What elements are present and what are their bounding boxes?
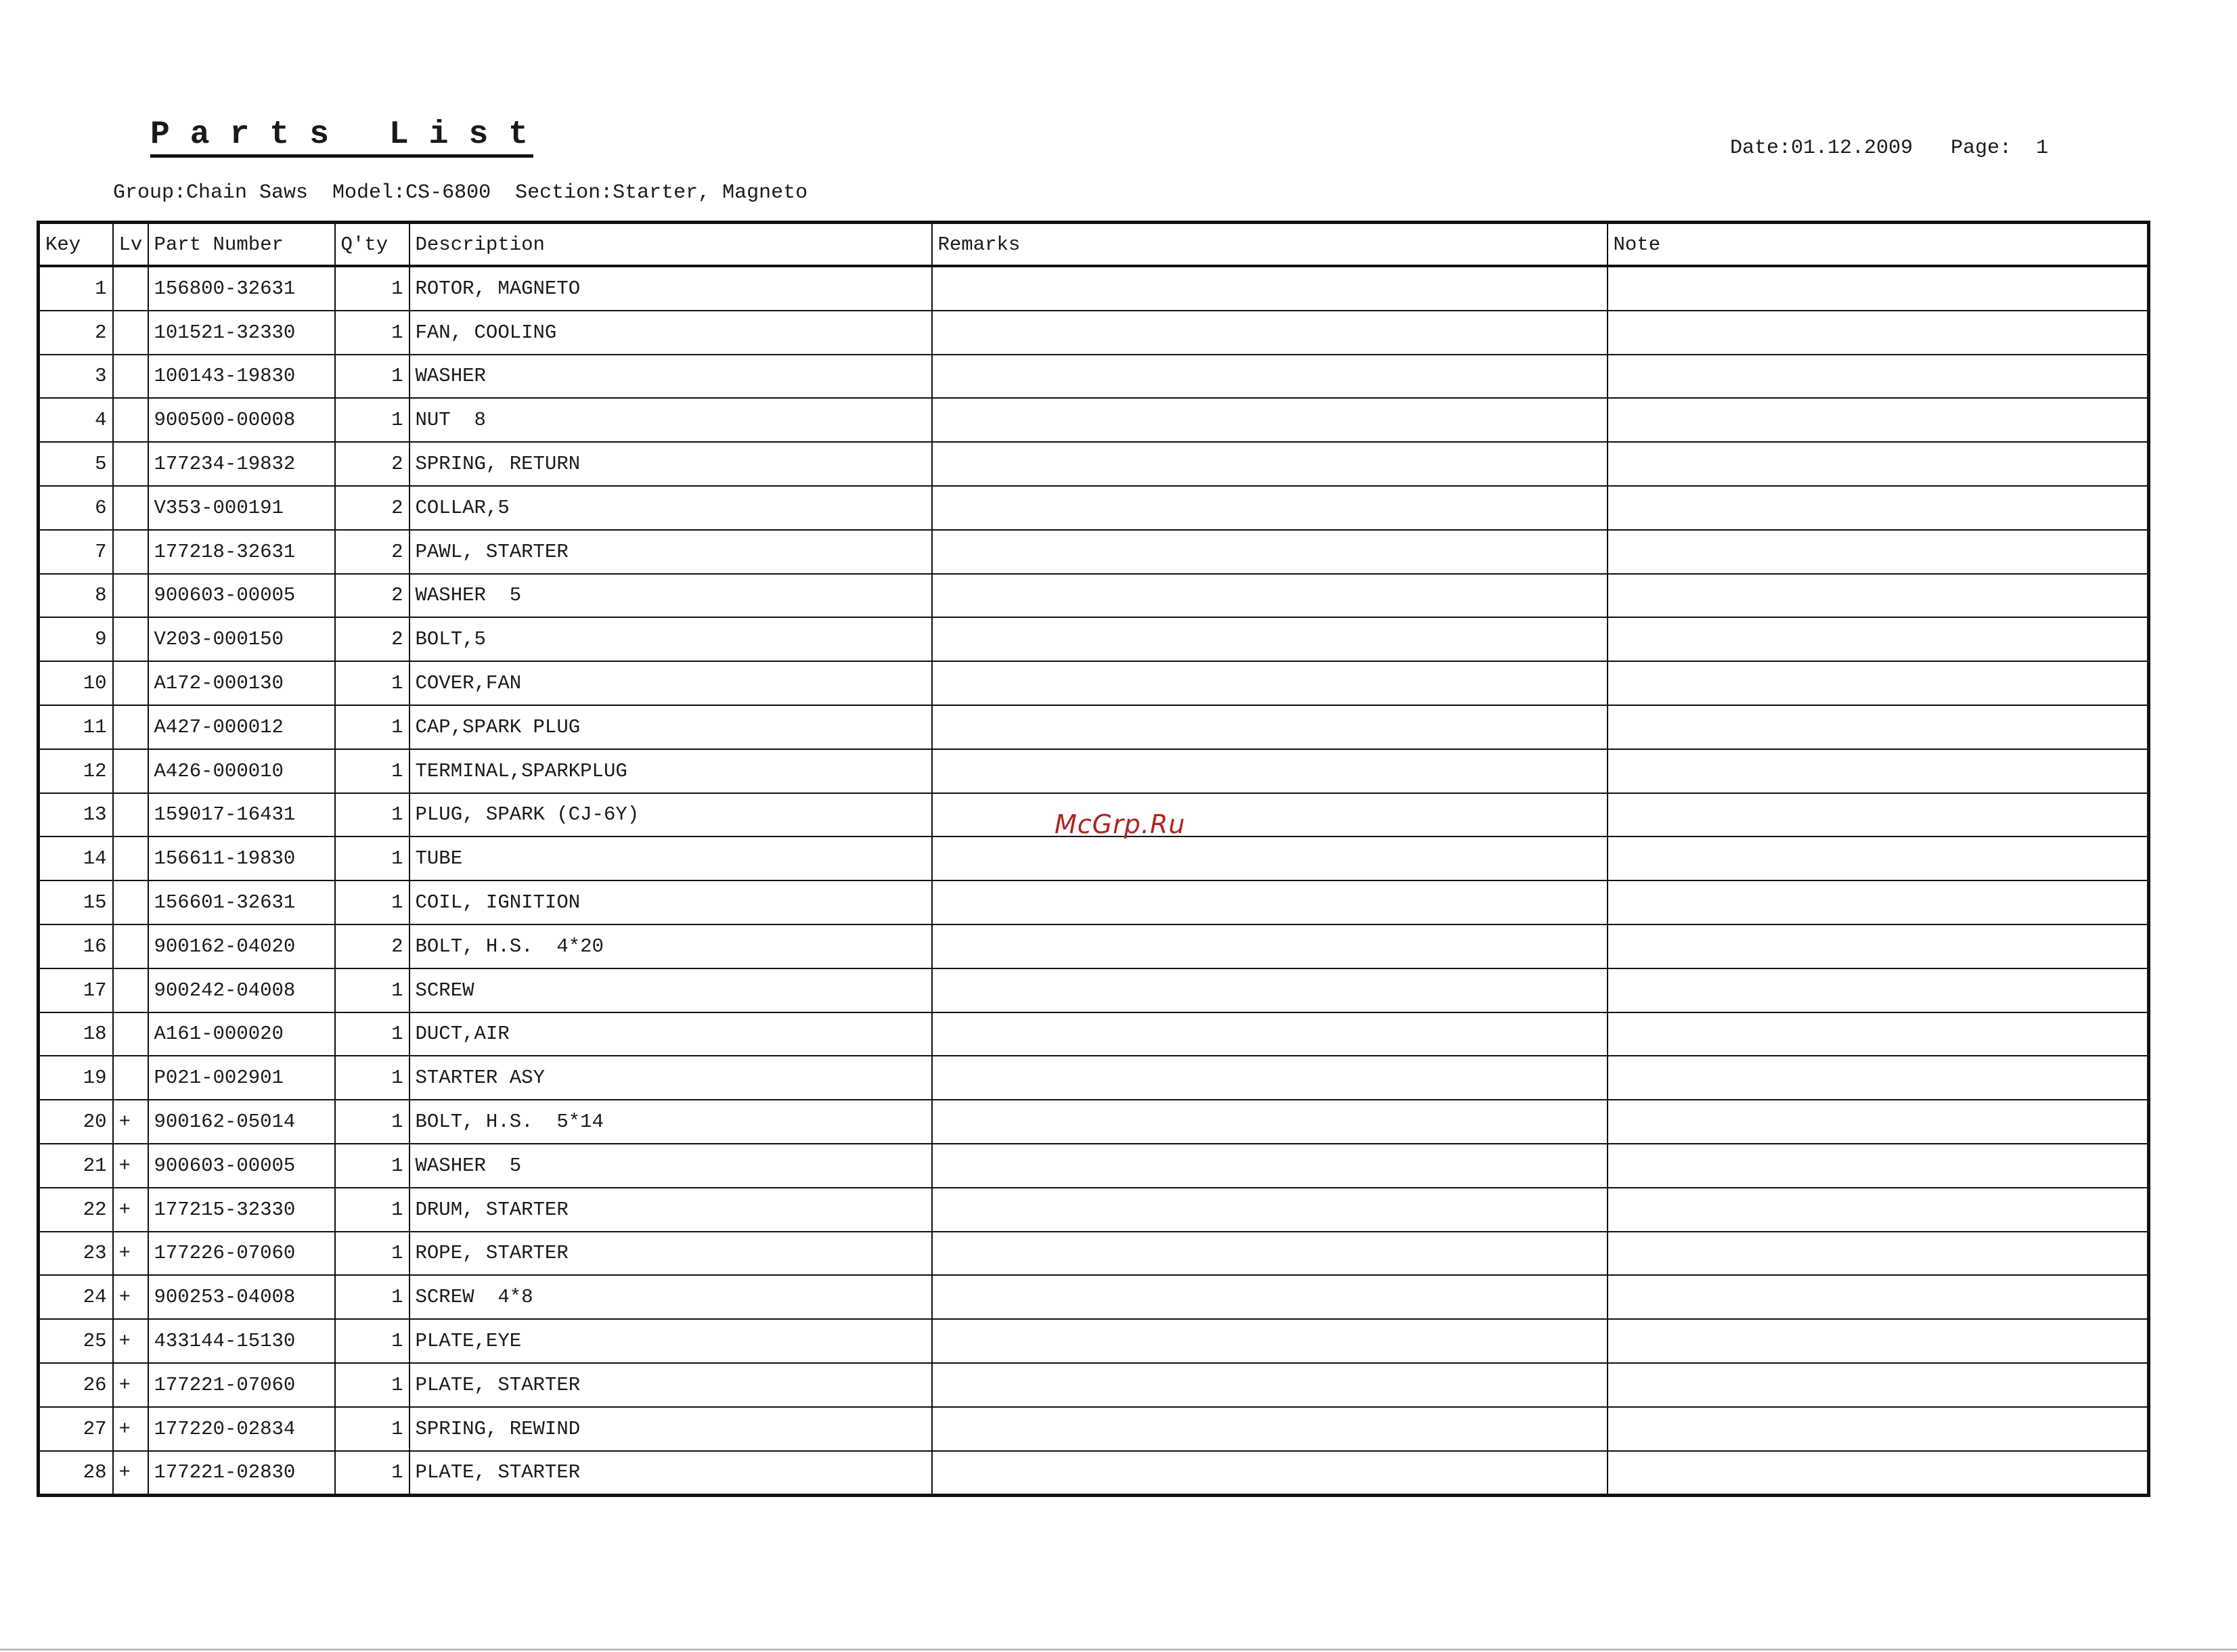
cell-part-number: 177215-32330 xyxy=(148,1188,335,1232)
cell-note xyxy=(1608,924,2149,968)
cell-description: SPRING, REWIND xyxy=(409,1407,932,1451)
cell-qty: 2 xyxy=(335,442,409,486)
cell-remarks xyxy=(932,880,1608,924)
cell-remarks xyxy=(932,836,1608,880)
cell-remarks xyxy=(932,486,1608,530)
cell-remarks xyxy=(932,574,1608,618)
cell-description: PLATE, STARTER xyxy=(409,1363,932,1407)
cell-lv xyxy=(113,749,148,793)
cell-qty: 1 xyxy=(335,311,409,355)
table-row xyxy=(39,1407,2149,1451)
cell-note xyxy=(1608,1188,2149,1232)
cell-description: PAWL, STARTER xyxy=(409,530,932,574)
cell-qty: 1 xyxy=(335,1232,409,1276)
cell-lv xyxy=(113,355,148,399)
cell-note xyxy=(1608,1144,2149,1188)
cell-note xyxy=(1608,1363,2149,1407)
cell-qty: 1 xyxy=(335,880,409,924)
cell-key: 15 xyxy=(39,880,113,924)
cell-note xyxy=(1608,530,2149,574)
cell-key: 5 xyxy=(39,442,113,486)
date-page-info xyxy=(1730,137,2048,160)
cell-key: 21 xyxy=(39,1144,113,1188)
cell-remarks xyxy=(932,1363,1608,1407)
cell-note xyxy=(1608,486,2149,530)
cell-qty: 1 xyxy=(335,1275,409,1319)
cell-lv: + xyxy=(113,1407,148,1451)
cell-description: SCREW 4*8 xyxy=(409,1275,932,1319)
cell-part-number: 101521-32330 xyxy=(148,311,335,355)
cell-key: 6 xyxy=(39,486,113,530)
cell-key: 13 xyxy=(39,793,113,837)
cell-lv xyxy=(113,836,148,880)
cell-lv xyxy=(113,530,148,574)
table-row xyxy=(39,486,2149,530)
cell-description: SCREW xyxy=(409,968,932,1012)
cell-key: 19 xyxy=(39,1056,113,1100)
cell-part-number: 100143-19830 xyxy=(148,355,335,399)
cell-lv xyxy=(113,793,148,837)
cell-qty: 1 xyxy=(335,705,409,749)
cell-lv xyxy=(113,442,148,486)
cell-key: 9 xyxy=(39,617,113,661)
cell-description: WASHER xyxy=(409,355,932,399)
cell-description: NUT 8 xyxy=(409,398,932,442)
column-header-remarks: Remarks xyxy=(932,223,1608,267)
table-row xyxy=(39,398,2149,442)
cell-note xyxy=(1608,968,2149,1012)
cell-key: 12 xyxy=(39,749,113,793)
cell-lv: + xyxy=(113,1319,148,1363)
cell-remarks xyxy=(932,1012,1608,1056)
cell-part-number: 177218-32631 xyxy=(148,530,335,574)
cell-note xyxy=(1608,1275,2149,1319)
cell-note xyxy=(1608,1451,2149,1496)
cell-description: PLATE,EYE xyxy=(409,1319,932,1363)
cell-key: 8 xyxy=(39,574,113,618)
cell-qty: 1 xyxy=(335,836,409,880)
cell-note xyxy=(1608,398,2149,442)
cell-part-number: 433144-15130 xyxy=(148,1319,335,1363)
cell-key: 2 xyxy=(39,311,113,355)
cell-note xyxy=(1608,1100,2149,1144)
cell-remarks xyxy=(932,530,1608,574)
section-label: Section:Starter, Magneto xyxy=(515,181,808,204)
cell-part-number: 156611-19830 xyxy=(148,836,335,880)
cell-description: WASHER 5 xyxy=(409,574,932,618)
cell-lv: + xyxy=(113,1100,148,1144)
table-row xyxy=(39,1319,2149,1363)
cell-description: COIL, IGNITION xyxy=(409,880,932,924)
cell-note xyxy=(1608,1056,2149,1100)
cell-description: SPRING, RETURN xyxy=(409,442,932,486)
cell-key: 20 xyxy=(39,1100,113,1144)
cell-note xyxy=(1608,836,2149,880)
cell-key: 1 xyxy=(39,266,113,311)
parts-table-body xyxy=(39,266,2149,1496)
title-underline xyxy=(150,154,533,158)
cell-note xyxy=(1608,705,2149,749)
table-row xyxy=(39,1275,2149,1319)
cell-remarks xyxy=(932,1144,1608,1188)
cell-lv xyxy=(113,880,148,924)
cell-part-number: A172-000130 xyxy=(148,661,335,705)
cell-description: DRUM, STARTER xyxy=(409,1188,932,1232)
cell-qty: 1 xyxy=(335,398,409,442)
cell-key: 24 xyxy=(39,1275,113,1319)
cell-remarks xyxy=(932,398,1608,442)
cell-part-number: A427-000012 xyxy=(148,705,335,749)
cell-description: DUCT,AIR xyxy=(409,1012,932,1056)
table-row xyxy=(39,661,2149,705)
cell-part-number: 900162-04020 xyxy=(148,924,335,968)
cell-description: ROPE, STARTER xyxy=(409,1232,932,1276)
cell-lv xyxy=(113,968,148,1012)
cell-lv: + xyxy=(113,1275,148,1319)
cell-qty: 1 xyxy=(335,749,409,793)
cell-note xyxy=(1608,1319,2149,1363)
cell-qty: 2 xyxy=(335,574,409,618)
cell-qty: 2 xyxy=(335,530,409,574)
cell-remarks xyxy=(932,355,1608,399)
cell-lv: + xyxy=(113,1232,148,1276)
table-header-row xyxy=(39,223,2149,267)
cell-lv xyxy=(113,924,148,968)
cell-part-number: 900242-04008 xyxy=(148,968,335,1012)
cell-key: 25 xyxy=(39,1319,113,1363)
cell-remarks xyxy=(932,705,1608,749)
cell-key: 4 xyxy=(39,398,113,442)
cell-description: ROTOR, MAGNETO xyxy=(409,266,932,311)
cell-qty: 1 xyxy=(335,1407,409,1451)
cell-part-number: 900603-00005 xyxy=(148,574,335,618)
cell-remarks xyxy=(932,1407,1608,1451)
table-row xyxy=(39,1451,2149,1496)
cell-lv xyxy=(113,1056,148,1100)
cell-description: BOLT, H.S. 4*20 xyxy=(409,924,932,968)
cell-remarks xyxy=(932,661,1608,705)
watermark: McGrp.Ru xyxy=(1055,809,1186,839)
table-row xyxy=(39,1100,2149,1144)
cell-lv xyxy=(113,266,148,311)
cell-qty: 1 xyxy=(335,1056,409,1100)
cell-lv xyxy=(113,574,148,618)
column-header-part-number: Part Number xyxy=(148,223,335,267)
cell-lv: + xyxy=(113,1363,148,1407)
cell-qty: 1 xyxy=(335,1451,409,1496)
cell-key: 22 xyxy=(39,1188,113,1232)
group-label: Group:Chain Saws xyxy=(113,181,309,204)
cell-qty: 1 xyxy=(335,1012,409,1056)
cell-qty: 2 xyxy=(335,486,409,530)
cell-remarks xyxy=(932,1451,1608,1496)
cell-description: WASHER 5 xyxy=(409,1144,932,1188)
table-row xyxy=(39,574,2149,618)
cell-lv xyxy=(113,398,148,442)
cell-note xyxy=(1608,617,2149,661)
cell-qty: 1 xyxy=(335,793,409,837)
table-row xyxy=(39,1012,2149,1056)
table-row xyxy=(39,266,2149,311)
table-row xyxy=(39,530,2149,574)
table-row xyxy=(39,311,2149,355)
cell-key: 26 xyxy=(39,1363,113,1407)
cell-lv xyxy=(113,617,148,661)
cell-key: 11 xyxy=(39,705,113,749)
cell-remarks xyxy=(932,968,1608,1012)
cell-qty: 2 xyxy=(335,617,409,661)
table-row xyxy=(39,705,2149,749)
cell-part-number: V353-000191 xyxy=(148,486,335,530)
cell-remarks xyxy=(932,1319,1608,1363)
cell-part-number: 900162-05014 xyxy=(148,1100,335,1144)
table-row xyxy=(39,836,2149,880)
cell-qty: 1 xyxy=(335,355,409,399)
cell-qty: 1 xyxy=(335,1144,409,1188)
cell-description: PLUG, SPARK (CJ-6Y) xyxy=(409,793,932,837)
table-row xyxy=(39,749,2149,793)
table-row xyxy=(39,1232,2149,1276)
cell-lv xyxy=(113,311,148,355)
date-label: Date:01.12.2009 xyxy=(1730,137,1913,160)
cell-description: TERMINAL,SPARKPLUG xyxy=(409,749,932,793)
cell-qty: 1 xyxy=(335,968,409,1012)
column-header-key: Key xyxy=(39,223,113,267)
cell-remarks xyxy=(932,793,1608,837)
cell-part-number: A161-000020 xyxy=(148,1012,335,1056)
cell-key: 10 xyxy=(39,661,113,705)
cell-qty: 2 xyxy=(335,924,409,968)
cell-key: 28 xyxy=(39,1451,113,1496)
cell-lv: + xyxy=(113,1144,148,1188)
column-header-note: Note xyxy=(1608,223,2149,267)
cell-part-number: 900603-00005 xyxy=(148,1144,335,1188)
cell-remarks xyxy=(932,1275,1608,1319)
cell-description: PLATE, STARTER xyxy=(409,1451,932,1496)
cell-description: CAP,SPARK PLUG xyxy=(409,705,932,749)
cell-key: 27 xyxy=(39,1407,113,1451)
column-header-qty: Q'ty xyxy=(335,223,409,267)
cell-qty: 1 xyxy=(335,1100,409,1144)
cell-key: 17 xyxy=(39,968,113,1012)
cell-qty: 1 xyxy=(335,1188,409,1232)
cell-key: 3 xyxy=(39,355,113,399)
cell-lv xyxy=(113,705,148,749)
cell-note xyxy=(1608,749,2149,793)
cell-remarks xyxy=(932,749,1608,793)
cell-note xyxy=(1608,355,2149,399)
cell-note xyxy=(1608,1232,2149,1276)
cell-lv xyxy=(113,661,148,705)
cell-qty: 1 xyxy=(335,1319,409,1363)
cell-remarks xyxy=(932,266,1608,311)
cell-part-number: 900500-00008 xyxy=(148,398,335,442)
cell-key: 7 xyxy=(39,530,113,574)
column-header-lv: Lv xyxy=(113,223,148,267)
cell-key: 16 xyxy=(39,924,113,968)
cell-key: 23 xyxy=(39,1232,113,1276)
document-meta xyxy=(113,181,832,204)
column-header-description: Description xyxy=(409,223,932,267)
cell-description: BOLT, H.S. 5*14 xyxy=(409,1100,932,1144)
cell-description: COLLAR,5 xyxy=(409,486,932,530)
cell-remarks xyxy=(932,1188,1608,1232)
cell-remarks xyxy=(932,1056,1608,1100)
cell-remarks xyxy=(932,617,1608,661)
table-row xyxy=(39,968,2149,1012)
table-row xyxy=(39,355,2149,399)
cell-remarks xyxy=(932,1100,1608,1144)
cell-note xyxy=(1608,661,2149,705)
cell-qty: 1 xyxy=(335,1363,409,1407)
page-number: Page: 1 xyxy=(1951,137,2049,160)
page-title: Parts List xyxy=(150,116,549,153)
cell-part-number: 900253-04008 xyxy=(148,1275,335,1319)
cell-part-number: 156800-32631 xyxy=(148,266,335,311)
cell-description: COVER,FAN xyxy=(409,661,932,705)
cell-part-number: 159017-16431 xyxy=(148,793,335,837)
cell-lv: + xyxy=(113,1451,148,1496)
cell-note xyxy=(1608,442,2149,486)
cell-note xyxy=(1608,574,2149,618)
cell-remarks xyxy=(932,442,1608,486)
cell-note xyxy=(1608,1407,2149,1451)
cell-part-number: 177220-02834 xyxy=(148,1407,335,1451)
cell-note xyxy=(1608,266,2149,311)
table-row xyxy=(39,1188,2149,1232)
cell-lv xyxy=(113,1012,148,1056)
cell-part-number: 156601-32631 xyxy=(148,880,335,924)
cell-note xyxy=(1608,311,2149,355)
table-row xyxy=(39,1144,2149,1188)
cell-qty: 1 xyxy=(335,661,409,705)
cell-description: BOLT,5 xyxy=(409,617,932,661)
cell-lv xyxy=(113,486,148,530)
cell-note xyxy=(1608,793,2149,837)
model-label: Model:CS-6800 xyxy=(332,181,491,204)
cell-note xyxy=(1608,880,2149,924)
cell-part-number: P021-002901 xyxy=(148,1056,335,1100)
parts-table xyxy=(37,221,2150,1497)
table-row xyxy=(39,617,2149,661)
cell-part-number: A426-000010 xyxy=(148,749,335,793)
cell-description: FAN, COOLING xyxy=(409,311,932,355)
cell-part-number: 177234-19832 xyxy=(148,442,335,486)
table-row xyxy=(39,924,2149,968)
cell-part-number: 177226-07060 xyxy=(148,1232,335,1276)
cell-remarks xyxy=(932,924,1608,968)
table-row xyxy=(39,1056,2149,1100)
cell-description: STARTER ASY xyxy=(409,1056,932,1100)
cell-description: TUBE xyxy=(409,836,932,880)
cell-part-number: V203-000150 xyxy=(148,617,335,661)
table-row xyxy=(39,442,2149,486)
table-row xyxy=(39,1363,2149,1407)
cell-remarks xyxy=(932,311,1608,355)
cell-key: 18 xyxy=(39,1012,113,1056)
page-bottom-divider xyxy=(0,1649,2237,1651)
cell-key: 14 xyxy=(39,836,113,880)
cell-part-number: 177221-07060 xyxy=(148,1363,335,1407)
cell-lv: + xyxy=(113,1188,148,1232)
cell-note xyxy=(1608,1012,2149,1056)
cell-qty: 1 xyxy=(335,266,409,311)
table-row xyxy=(39,880,2149,924)
cell-part-number: 177221-02830 xyxy=(148,1451,335,1496)
cell-remarks xyxy=(932,1232,1608,1276)
